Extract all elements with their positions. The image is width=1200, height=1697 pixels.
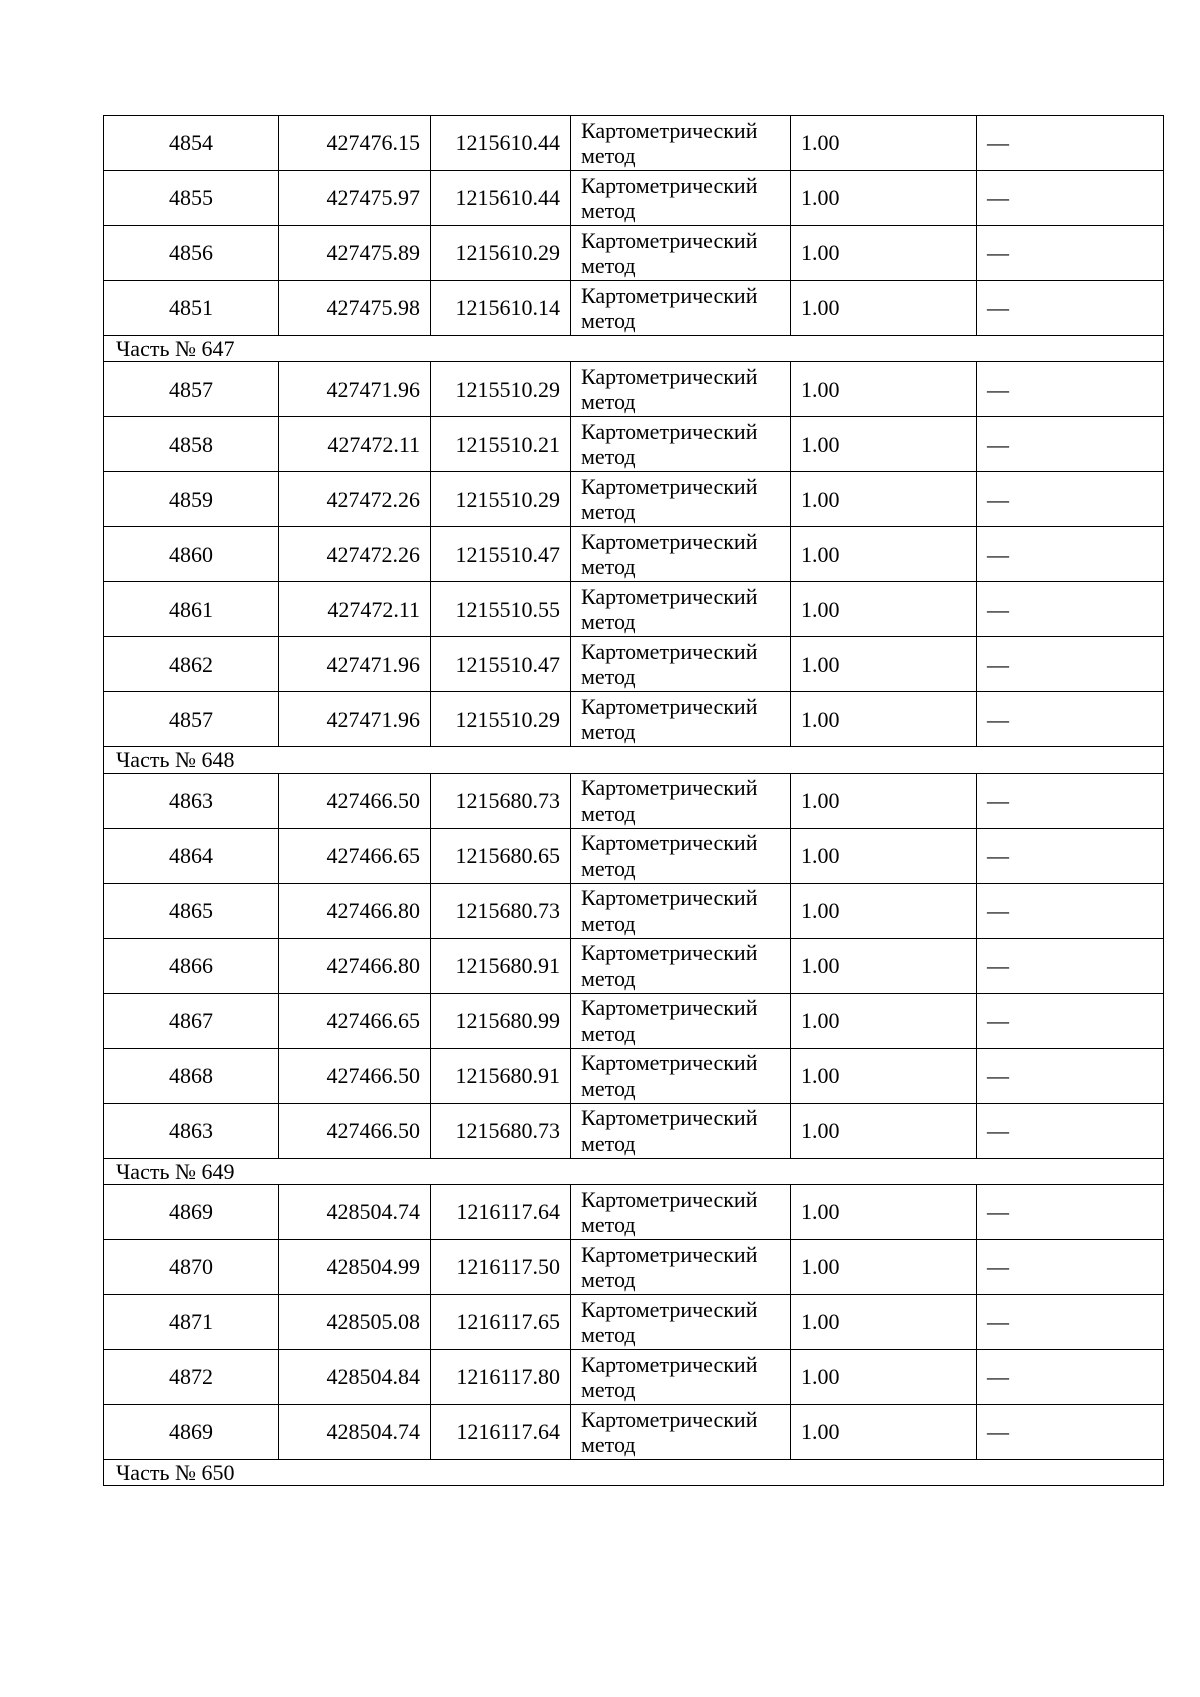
y-coordinate-cell: 1215680.91 [431, 938, 571, 993]
precision-cell: 1.00 [791, 362, 977, 417]
description-cell: — [977, 828, 1164, 883]
y-coordinate-cell: 1215510.47 [431, 527, 571, 582]
method-text: Картометрический метод [581, 1406, 758, 1457]
method-cell [571, 883, 791, 938]
y-coordinate-cell: 1215680.73 [431, 883, 571, 938]
y-coordinate-cell: 1216117.50 [431, 1239, 571, 1294]
y-coordinate-cell: 1215610.44 [431, 116, 571, 171]
point-number-cell: 4863 [104, 1103, 279, 1158]
x-coordinate-cell: 427471.96 [279, 637, 431, 692]
table-row [104, 472, 1164, 527]
precision-cell: 1.00 [791, 938, 977, 993]
description-cell: — [977, 993, 1164, 1048]
method-text: Картометрический метод [581, 885, 758, 936]
description-cell: — [977, 362, 1164, 417]
method-cell [571, 472, 791, 527]
y-coordinate-cell: 1215510.21 [431, 417, 571, 472]
x-coordinate-cell: 427472.11 [279, 417, 431, 472]
table-row [104, 1294, 1164, 1349]
method-cell [571, 226, 791, 281]
x-coordinate-cell: 427475.89 [279, 226, 431, 281]
method-cell [571, 1349, 791, 1404]
description-cell: — [977, 1404, 1164, 1459]
description-cell: — [977, 1349, 1164, 1404]
table-row [104, 1048, 1164, 1103]
description-cell: — [977, 1239, 1164, 1294]
description-cell: — [977, 417, 1164, 472]
method-text: Картометрический метод [581, 1351, 758, 1402]
point-number-cell: 4868 [104, 1048, 279, 1103]
part-label: Часть № 650 [104, 1459, 1164, 1485]
precision-cell: 1.00 [791, 993, 977, 1048]
precision-cell: 1.00 [791, 226, 977, 281]
coordinates-table-body [104, 116, 1164, 1486]
table-row [104, 116, 1164, 171]
part-label: Часть № 648 [104, 747, 1164, 773]
table-row [104, 1349, 1164, 1404]
table-row [104, 582, 1164, 637]
description-cell: — [977, 1103, 1164, 1158]
table-row [104, 417, 1164, 472]
method-cell [571, 1103, 791, 1158]
method-text: Картометрический метод [581, 995, 758, 1046]
method-text: Картометрический метод [581, 1105, 758, 1156]
x-coordinate-cell: 427472.11 [279, 582, 431, 637]
point-number-cell: 4861 [104, 582, 279, 637]
precision-cell: 1.00 [791, 1404, 977, 1459]
description-cell: — [977, 116, 1164, 171]
table-row [104, 692, 1164, 747]
method-text: Картометрический метод [581, 775, 758, 826]
method-text: Картометрический метод [581, 419, 758, 470]
point-number-cell: 4869 [104, 1404, 279, 1459]
x-coordinate-cell: 428504.99 [279, 1239, 431, 1294]
point-number-cell: 4856 [104, 226, 279, 281]
table-row [104, 527, 1164, 582]
method-text: Картометрический метод [581, 172, 758, 223]
method-text: Картометрический метод [581, 474, 758, 525]
x-coordinate-cell: 427472.26 [279, 472, 431, 527]
description-cell: — [977, 938, 1164, 993]
table-row [104, 1404, 1164, 1459]
method-cell [571, 1048, 791, 1103]
precision-cell: 1.00 [791, 637, 977, 692]
x-coordinate-cell: 427472.26 [279, 527, 431, 582]
x-coordinate-cell: 427466.50 [279, 1103, 431, 1158]
x-coordinate-cell: 428504.74 [279, 1184, 431, 1239]
precision-cell: 1.00 [791, 582, 977, 637]
precision-cell: 1.00 [791, 171, 977, 226]
precision-cell: 1.00 [791, 692, 977, 747]
point-number-cell: 4864 [104, 828, 279, 883]
table-row [104, 773, 1164, 828]
y-coordinate-cell: 1215680.73 [431, 1103, 571, 1158]
point-number-cell: 4863 [104, 773, 279, 828]
description-cell: — [977, 281, 1164, 336]
method-text: Картометрический метод [581, 1296, 758, 1347]
method-cell [571, 171, 791, 226]
x-coordinate-cell: 427471.96 [279, 362, 431, 417]
x-coordinate-cell: 428504.84 [279, 1349, 431, 1404]
y-coordinate-cell: 1215610.44 [431, 171, 571, 226]
method-cell [571, 1404, 791, 1459]
precision-cell: 1.00 [791, 116, 977, 171]
method-text: Картометрический метод [581, 1186, 758, 1237]
coordinates-table [103, 115, 1164, 1486]
x-coordinate-cell: 427466.65 [279, 828, 431, 883]
x-coordinate-cell: 428505.08 [279, 1294, 431, 1349]
y-coordinate-cell: 1215680.73 [431, 773, 571, 828]
description-cell: — [977, 527, 1164, 582]
point-number-cell: 4871 [104, 1294, 279, 1349]
method-text: Картометрический метод [581, 830, 758, 881]
y-coordinate-cell: 1215510.47 [431, 637, 571, 692]
part-header-row [104, 336, 1164, 362]
point-number-cell: 4862 [104, 637, 279, 692]
y-coordinate-cell: 1216117.80 [431, 1349, 571, 1404]
method-text: Картометрический метод [581, 529, 758, 580]
part-label: Часть № 649 [104, 1158, 1164, 1184]
method-cell [571, 527, 791, 582]
method-cell [571, 417, 791, 472]
x-coordinate-cell: 427476.15 [279, 116, 431, 171]
table-row [104, 883, 1164, 938]
y-coordinate-cell: 1215610.14 [431, 281, 571, 336]
method-cell [571, 692, 791, 747]
table-row [104, 1103, 1164, 1158]
method-cell [571, 1184, 791, 1239]
method-cell [571, 938, 791, 993]
method-cell [571, 993, 791, 1048]
x-coordinate-cell: 427466.80 [279, 883, 431, 938]
point-number-cell: 4857 [104, 362, 279, 417]
table-row [104, 828, 1164, 883]
point-number-cell: 4860 [104, 527, 279, 582]
y-coordinate-cell: 1215510.55 [431, 582, 571, 637]
description-cell: — [977, 883, 1164, 938]
method-cell [571, 637, 791, 692]
point-number-cell: 4865 [104, 883, 279, 938]
point-number-cell: 4851 [104, 281, 279, 336]
point-number-cell: 4870 [104, 1239, 279, 1294]
point-number-cell: 4857 [104, 692, 279, 747]
precision-cell: 1.00 [791, 1048, 977, 1103]
method-text: Картометрический метод [581, 1050, 758, 1101]
table-row [104, 993, 1164, 1048]
part-header-row [104, 747, 1164, 773]
y-coordinate-cell: 1216117.64 [431, 1404, 571, 1459]
method-text: Картометрический метод [581, 364, 758, 415]
point-number-cell: 4866 [104, 938, 279, 993]
method-text: Картометрический метод [581, 940, 758, 991]
description-cell: — [977, 472, 1164, 527]
table-row [104, 938, 1164, 993]
point-number-cell: 4855 [104, 171, 279, 226]
x-coordinate-cell: 427466.50 [279, 1048, 431, 1103]
method-cell [571, 116, 791, 171]
method-cell [571, 828, 791, 883]
point-number-cell: 4859 [104, 472, 279, 527]
precision-cell: 1.00 [791, 1349, 977, 1404]
precision-cell: 1.00 [791, 883, 977, 938]
part-header-row [104, 1158, 1164, 1184]
precision-cell: 1.00 [791, 828, 977, 883]
method-cell [571, 582, 791, 637]
point-number-cell: 4872 [104, 1349, 279, 1404]
description-cell: — [977, 692, 1164, 747]
point-number-cell: 4854 [104, 116, 279, 171]
table-row [104, 362, 1164, 417]
precision-cell: 1.00 [791, 472, 977, 527]
y-coordinate-cell: 1216117.65 [431, 1294, 571, 1349]
description-cell: — [977, 226, 1164, 281]
y-coordinate-cell: 1215680.99 [431, 993, 571, 1048]
method-cell [571, 773, 791, 828]
precision-cell: 1.00 [791, 1103, 977, 1158]
table-row [104, 226, 1164, 281]
method-text: Картометрический метод [581, 282, 758, 333]
precision-cell: 1.00 [791, 1239, 977, 1294]
method-text: Картометрический метод [581, 639, 758, 690]
y-coordinate-cell: 1215610.29 [431, 226, 571, 281]
x-coordinate-cell: 427475.97 [279, 171, 431, 226]
description-cell: — [977, 1184, 1164, 1239]
x-coordinate-cell: 427466.50 [279, 773, 431, 828]
precision-cell: 1.00 [791, 1184, 977, 1239]
method-text: Картометрический метод [581, 227, 758, 278]
x-coordinate-cell: 428504.74 [279, 1404, 431, 1459]
y-coordinate-cell: 1215680.91 [431, 1048, 571, 1103]
method-cell [571, 1294, 791, 1349]
precision-cell: 1.00 [791, 527, 977, 582]
x-coordinate-cell: 427466.80 [279, 938, 431, 993]
method-text: Картометрический метод [581, 694, 758, 745]
description-cell: — [977, 1048, 1164, 1103]
x-coordinate-cell: 427466.65 [279, 993, 431, 1048]
y-coordinate-cell: 1215510.29 [431, 692, 571, 747]
table-row [104, 281, 1164, 336]
method-text: Картометрический метод [581, 1241, 758, 1292]
point-number-cell: 4869 [104, 1184, 279, 1239]
part-label: Часть № 647 [104, 336, 1164, 362]
precision-cell: 1.00 [791, 281, 977, 336]
description-cell: — [977, 582, 1164, 637]
table-row [104, 1239, 1164, 1294]
description-cell: — [977, 171, 1164, 226]
point-number-cell: 4858 [104, 417, 279, 472]
method-text: Картометрический метод [581, 117, 758, 168]
y-coordinate-cell: 1215510.29 [431, 472, 571, 527]
method-text: Картометрический метод [581, 584, 758, 635]
method-cell [571, 281, 791, 336]
description-cell: — [977, 637, 1164, 692]
y-coordinate-cell: 1215510.29 [431, 362, 571, 417]
precision-cell: 1.00 [791, 1294, 977, 1349]
method-cell [571, 1239, 791, 1294]
table-row [104, 171, 1164, 226]
x-coordinate-cell: 427471.96 [279, 692, 431, 747]
description-cell: — [977, 773, 1164, 828]
table-row [104, 637, 1164, 692]
y-coordinate-cell: 1215680.65 [431, 828, 571, 883]
table-row [104, 1184, 1164, 1239]
description-cell: — [977, 1294, 1164, 1349]
y-coordinate-cell: 1216117.64 [431, 1184, 571, 1239]
x-coordinate-cell: 427475.98 [279, 281, 431, 336]
point-number-cell: 4867 [104, 993, 279, 1048]
precision-cell: 1.00 [791, 773, 977, 828]
method-cell [571, 362, 791, 417]
precision-cell: 1.00 [791, 417, 977, 472]
part-header-row [104, 1459, 1164, 1485]
